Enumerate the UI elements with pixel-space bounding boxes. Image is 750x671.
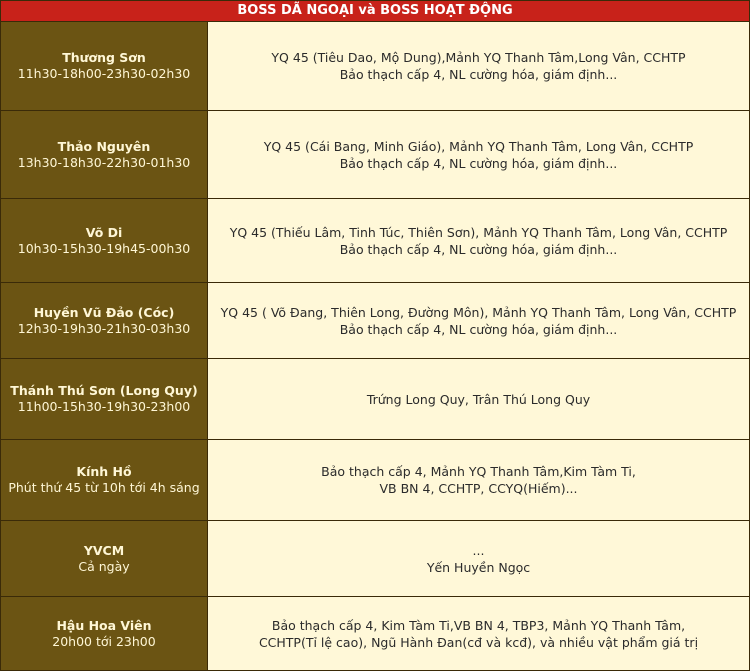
table-row xyxy=(1,596,749,670)
boss-cell xyxy=(1,521,208,596)
boss-name: Hậu Hoa Viên xyxy=(56,617,152,633)
boss-cell xyxy=(1,359,208,439)
reward-line: YQ 45 (Thiếu Lâm, Tinh Túc, Thiên Sơn), Mảnh YQ Thanh Tâm, Long Vân, CCHTP xyxy=(229,224,728,240)
reward-line: Yến Huyền Ngọc xyxy=(426,559,531,575)
boss-cell xyxy=(1,597,208,670)
reward-line: Bảo thạch cấp 4, NL cường hóa, giám định... xyxy=(339,241,618,257)
boss-cell xyxy=(1,22,208,110)
reward-line: Bảo thạch cấp 4, NL cường hóa, giám định... xyxy=(339,67,618,82)
reward-line: YQ 45 ( Võ Đang, Thiên Long, Đường Môn), Mảnh YQ Thanh Tâm, Long Vân, CCHTP xyxy=(220,304,737,320)
reward-cell xyxy=(208,22,749,110)
boss-time: 10h30-15h30-19h45-00h30 xyxy=(17,240,191,256)
table-row xyxy=(1,439,749,520)
boss-name: Huyền Vũ Đảo (Cóc) xyxy=(33,304,175,320)
boss-time: Phút thứ 45 từ 10h tới 4h sáng xyxy=(8,480,200,495)
boss-name: Kính Hồ xyxy=(76,464,132,479)
boss-cell xyxy=(1,199,208,282)
table-row xyxy=(1,198,749,282)
boss-time: 11h30-18h00-23h30-02h30 xyxy=(17,66,191,81)
reward-line: Bảo thạch cấp 4, NL cường hóa, giám định... xyxy=(339,155,618,171)
boss-name: Võ Di xyxy=(85,224,123,240)
table-row xyxy=(1,282,749,358)
reward-line: ... xyxy=(472,542,485,558)
boss-cell xyxy=(1,111,208,198)
boss-cell xyxy=(1,440,208,520)
table-row xyxy=(1,520,749,596)
boss-name: YVCM xyxy=(83,542,125,558)
reward-cell xyxy=(208,359,749,439)
boss-cell xyxy=(1,283,208,358)
reward-cell xyxy=(208,521,749,596)
reward-line: Trứng Long Quy, Trân Thú Long Quy xyxy=(366,391,591,407)
boss-time: 12h30-19h30-21h30-03h30 xyxy=(17,320,191,336)
reward-line: Bảo thạch cấp 4, Kim Tàm Ti,VB BN 4, TBP3, Mảnh YQ Thanh Tâm, xyxy=(271,617,686,633)
boss-name: Thảo Nguyên xyxy=(57,138,151,154)
boss-name: Thánh Thú Sơn (Long Quy) xyxy=(10,383,198,398)
boss-time: Cả ngày xyxy=(78,558,130,574)
boss-time: 11h00-15h30-19h30-23h00 xyxy=(17,399,191,414)
table-row xyxy=(1,358,749,439)
reward-cell xyxy=(208,199,749,282)
reward-line: VB BN 4, CCHTP, CCYQ(Hiếm)... xyxy=(379,481,578,496)
reward-line: CCHTP(Tỉ lệ cao), Ngũ Hành Đan(cđ và kcđ), và nhiều vật phẩm giá trị xyxy=(258,634,699,650)
reward-line: YQ 45 (Tiêu Dao, Mộ Dung),Mảnh YQ Thanh Tâm,Long Vân, CCHTP xyxy=(271,50,686,65)
reward-cell xyxy=(208,283,749,358)
boss-time: 20h00 tới 23h00 xyxy=(52,633,156,649)
table-title: BOSS DÃ NGOẠI và BOSS HOẠT ĐỘNG xyxy=(1,1,749,22)
reward-line: YQ 45 (Cái Bang, Minh Giáo), Mảnh YQ Thanh Tâm, Long Vân, CCHTP xyxy=(263,138,694,154)
table-row xyxy=(1,110,749,198)
table-row xyxy=(1,22,749,110)
reward-cell xyxy=(208,597,749,670)
reward-line: Bảo thạch cấp 4, NL cường hóa, giám định... xyxy=(339,321,618,337)
reward-cell xyxy=(208,440,749,520)
reward-cell xyxy=(208,111,749,198)
reward-line: Bảo thạch cấp 4, Mảnh YQ Thanh Tâm,Kim Tàm Ti, xyxy=(321,464,636,479)
boss-name: Thương Sơn xyxy=(62,50,146,65)
boss-time: 13h30-18h30-22h30-01h30 xyxy=(17,154,191,170)
